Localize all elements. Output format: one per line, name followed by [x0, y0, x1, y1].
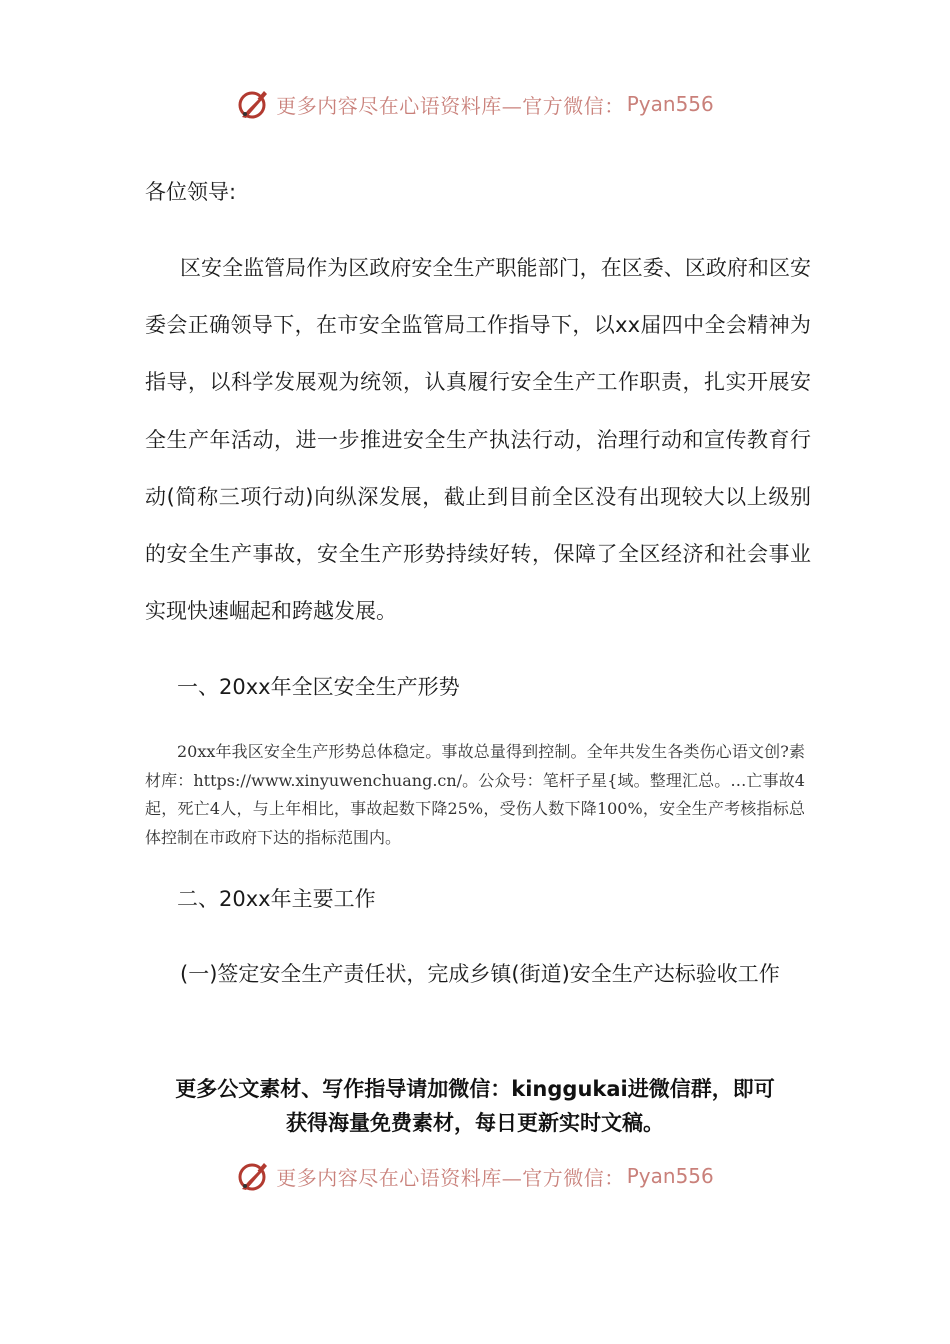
promo-line-2: 获得海量免费素材，每日更新实时文稿。 [286, 1111, 664, 1135]
footer-banner [0, 1156, 950, 1196]
salutation: 各位领导: [145, 180, 237, 204]
section-2-subheading: (一)签定安全生产责任状，完成乡镇(街道)安全生产达标验收工作 [180, 962, 780, 986]
section-1-heading: 一、20xx年全区安全生产形势 [177, 675, 460, 699]
promo-notice [145, 1072, 805, 1140]
header-banner [0, 84, 950, 124]
banner-wechat-handle: Pyan556 [626, 92, 714, 116]
promo-line-1: 更多公文素材、写作指导请加微信：kinggukai进微信群，即可 [175, 1077, 775, 1101]
banner-wechat-handle: Pyan556 [626, 1164, 714, 1188]
quill-logo-icon [236, 1159, 270, 1193]
quill-logo-icon [236, 87, 270, 121]
banner-text: 更多内容尽在心语资料库—官方微信： [276, 1165, 625, 1190]
section-2-heading: 二、20xx年主要工作 [177, 887, 376, 911]
section-1-body: 20xx年我区安全生产形势总体稳定。事故总量得到控制。全年共发生各类伤心语文创?素材库：https://www.xinyuwenchuang.cn/。公众号：笔杆子星{域。整理汇总。…亡事故4起，死亡4人，与上年相比，事故起数下降25%，受伤人数下降100%，安全生产考核指标总体控制在市政府下达的指标范围内。 [145, 742, 805, 847]
banner-text: 更多内容尽在心语资料库—官方微信： [276, 93, 625, 118]
intro-paragraph: 区安全监管局作为区政府安全生产职能部门，在区委、区政府和区安委会正确领导下，在市安全监管局工作指导下，以xx届四中全会精神为指导，以科学发展观为统领，认真履行安全生产工作职责，扎实开展安全生产年活动，进一步推进安全生产执法行动，治理行动和宣传教育行动(简称三项行动)向纵深发展，截止到目前全区没有出现较大以上级别的安全生产事故，安全生产形势持续好转，保障了全区经济和社会事业实现快速崛起和跨越发展。 [145, 256, 811, 624]
